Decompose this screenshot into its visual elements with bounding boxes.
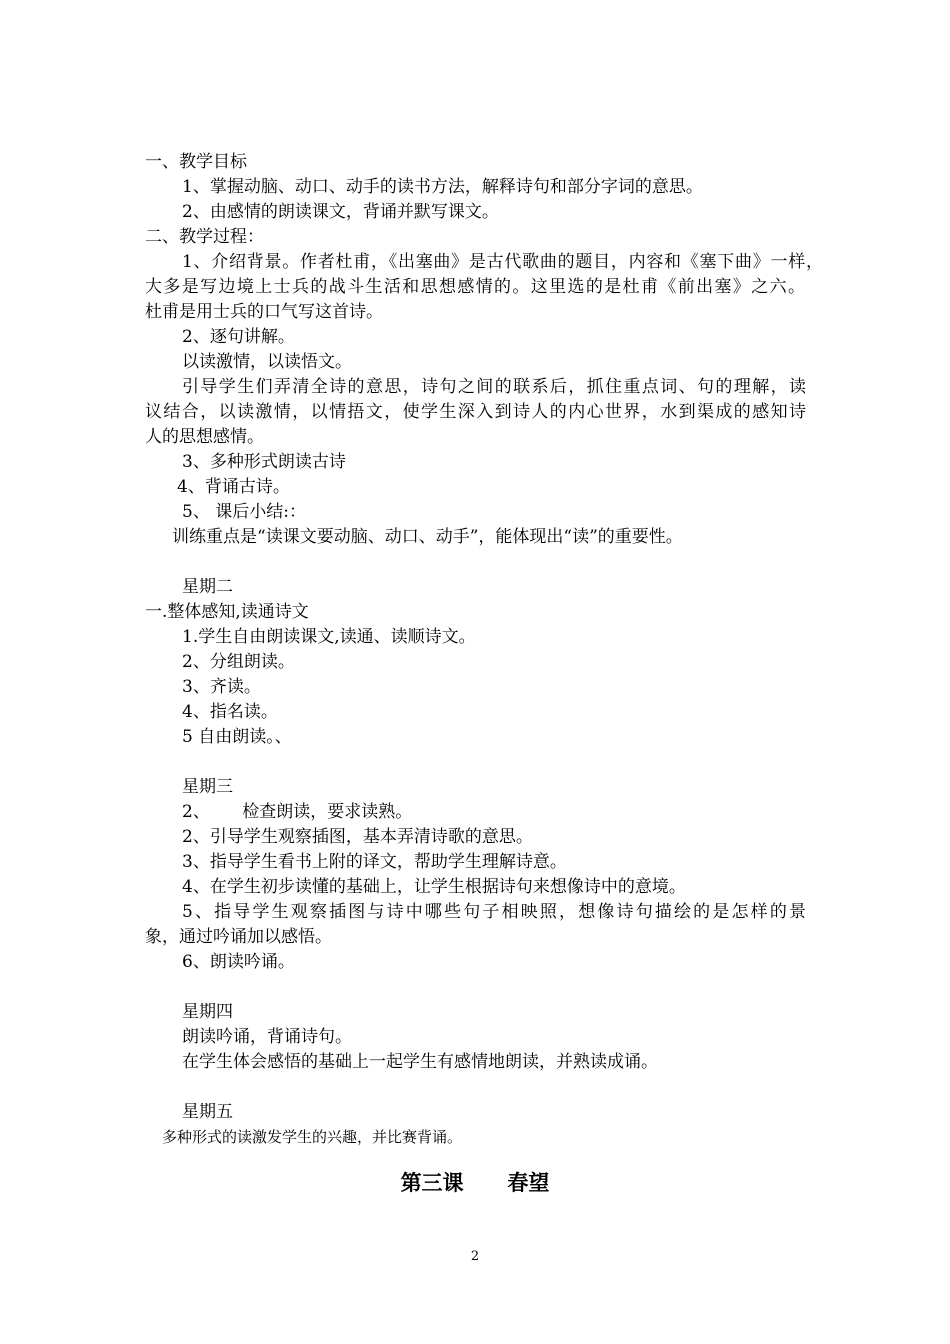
text-line: 杜甫是用士兵的口气写这首诗。 bbox=[145, 302, 383, 322]
text-line: 象，通过吟诵加以感悟。 bbox=[145, 927, 332, 947]
page-number: 2 bbox=[470, 1249, 480, 1264]
text-line: 1、介绍背景。作者杜甫，《出塞曲》是古代歌曲的题目，内容和《塞下曲》一样， bbox=[182, 252, 823, 272]
day-heading-wednesday: 星期三 bbox=[182, 777, 233, 797]
text-line: 朗读吟诵，背诵诗句。 bbox=[182, 1027, 352, 1047]
text-line: 以读激情，以读悟文。 bbox=[182, 352, 352, 372]
text-line: 5、指导学生观察插图与诗中哪些句子相映照，想像诗句描绘的是怎样的景 bbox=[182, 902, 806, 922]
text-line: 1、掌握动脑、动口、动手的读书方法，解释诗句和部分字词的意思。 bbox=[182, 177, 703, 197]
text-line: 5 自由朗读。、 bbox=[182, 727, 292, 747]
text-line: 1.学生自由朗读课文,读通、读顺诗文。 bbox=[182, 627, 476, 647]
text-line: 2、由感情的朗读课文，背诵并默写课文。 bbox=[182, 202, 499, 222]
text-line: 多种形式的读激发学生的兴趣，并比赛背诵。 bbox=[162, 1128, 463, 1146]
text-line: 训练重点是“读课文要动脑、动口、动手”，能体现出“读”的重要性。 bbox=[172, 527, 683, 547]
text-line: 2、 检查朗读，要求读熟。 bbox=[182, 802, 413, 822]
text-line: 6、朗读吟诵。 bbox=[182, 952, 295, 972]
day-heading-tuesday: 星期二 bbox=[182, 577, 233, 597]
section-heading-objectives: 一、教学目标 bbox=[145, 152, 247, 172]
text-line: 2、逐句讲解。 bbox=[182, 327, 295, 347]
day-heading-friday: 星期五 bbox=[182, 1102, 233, 1122]
section-heading-process: 二、教学过程： bbox=[145, 227, 264, 247]
text-line: 一.整体感知,读通诗文 bbox=[145, 602, 309, 622]
text-line: 4、在学生初步读懂的基础上，让学生根据诗句来想像诗中的意境。 bbox=[182, 877, 686, 897]
text-line: 人的思想感情。 bbox=[145, 427, 264, 447]
text-line: 5、 课后小结:： bbox=[182, 502, 306, 522]
text-line: 3、齐读。 bbox=[182, 677, 261, 697]
text-line: 3、指导学生看书上附的译文，帮助学生理解诗意。 bbox=[182, 852, 567, 872]
text-line: 2、分组朗读。 bbox=[182, 652, 295, 672]
text-line: 2、引导学生观察插图，基本弄清诗歌的意思。 bbox=[182, 827, 533, 847]
day-heading-thursday: 星期四 bbox=[182, 1002, 233, 1022]
text-line: 4、背诵古诗。 bbox=[177, 477, 290, 497]
text-line: 在学生体会感悟的基础上一起学生有感情地朗读，并熟读成诵。 bbox=[182, 1052, 658, 1072]
text-line: 引导学生们弄清全诗的意思，诗句之间的联系后，抓住重点词、句的理解，读 bbox=[182, 377, 806, 397]
text-line: 3、多种形式朗读古诗 bbox=[182, 452, 346, 472]
lesson-title: 第三课 春望 bbox=[400, 1171, 550, 1195]
text-line: 4、指名读。 bbox=[182, 702, 278, 722]
text-line: 议结合，以读激情，以情捂文，使学生深入到诗人的内心世界，水到渠成的感知诗 bbox=[145, 402, 806, 422]
text-line: 大多是写边境上士兵的战斗生活和思想感情的。这里选的是杜甫《前出塞》之六。 bbox=[145, 277, 805, 297]
